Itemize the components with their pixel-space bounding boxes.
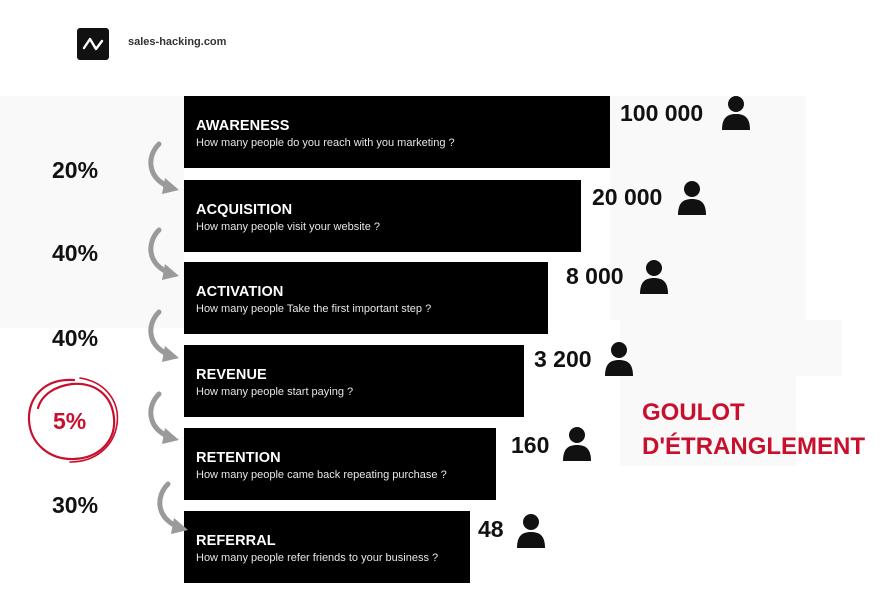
person-icon <box>562 426 592 462</box>
background-panel-lower-right <box>620 320 842 376</box>
pulse-wave-icon <box>77 28 109 60</box>
stage-acquisition <box>184 180 581 252</box>
bottleneck-label <box>642 396 865 464</box>
stage-title: AWARENESS <box>196 118 290 134</box>
stage-count: 160 <box>511 432 550 458</box>
stage-title: ACQUISITION <box>196 202 293 218</box>
stage-question: How many people refer friends to your business ? <box>196 552 439 564</box>
stage-retention <box>184 428 496 500</box>
stage-activation <box>184 262 548 334</box>
background-panel-left <box>0 96 184 328</box>
person-icon <box>677 180 707 216</box>
stage-title: REFERRAL <box>196 533 276 549</box>
conversion-rate: 20% <box>52 157 99 183</box>
conversion-rate: 30% <box>52 492 99 518</box>
curved-arrow-icon <box>143 308 183 366</box>
stage-title: REVENUE <box>196 367 267 383</box>
conversion-rate-highlighted: 5% <box>53 408 87 434</box>
stage-question: How many people visit your website ? <box>196 221 381 233</box>
conversion-rate: 40% <box>52 325 99 351</box>
stage-count: 100 000 <box>620 100 704 126</box>
bottleneck-line-1: GOULOT <box>642 399 745 426</box>
stage-awareness <box>184 96 610 168</box>
conversion-rate: 40% <box>52 240 99 266</box>
curved-arrow-icon <box>143 140 183 198</box>
curved-arrow-icon <box>152 480 192 538</box>
person-icon <box>604 341 634 377</box>
person-icon <box>639 259 669 295</box>
curved-arrow-icon <box>143 390 183 448</box>
stage-count: 3 200 <box>534 346 592 372</box>
stage-question: How many people came back repeating purchase ? <box>196 469 447 481</box>
stage-count: 48 <box>478 516 504 542</box>
stage-title: ACTIVATION <box>196 284 284 300</box>
stage-count: 20 000 <box>592 184 663 210</box>
stage-count: 8 000 <box>566 263 624 289</box>
site-logo <box>77 28 109 60</box>
stage-referral <box>184 511 470 583</box>
person-icon <box>516 513 546 549</box>
person-icon <box>721 95 751 131</box>
site-name: sales-hacking.com <box>128 36 227 48</box>
stage-question: How many people do you reach with you marketing ? <box>196 137 455 149</box>
bottleneck-line-2: D'ÉTRANGLEMENT <box>642 433 866 460</box>
curved-arrow-icon <box>143 226 183 284</box>
stage-title: RETENTION <box>196 450 281 466</box>
stage-question: How many people Take the first important step ? <box>196 303 432 315</box>
stage-revenue <box>184 345 524 417</box>
stage-question: How many people start paying ? <box>196 386 354 398</box>
